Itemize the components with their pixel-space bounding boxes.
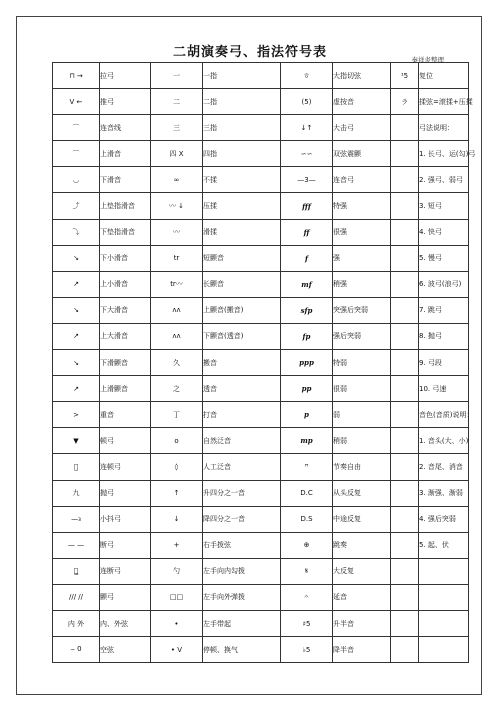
symbol-cell: 四 X <box>151 141 203 167</box>
symbol-cell: 内 外 <box>53 610 100 636</box>
name-cell: 上小滑音 <box>100 271 151 297</box>
name-cell: 颤弓 <box>100 584 151 610</box>
name-cell: 连音线 <box>100 115 151 141</box>
symbol-cell <box>391 297 419 323</box>
name-cell: 2. 音尾、消音 <box>419 454 469 480</box>
symbol-cell: ♭5 <box>281 637 333 663</box>
table-row <box>53 141 469 167</box>
symbol-cell <box>391 376 419 402</box>
table-row <box>53 219 469 245</box>
symbol-cell: ㅎ <box>281 63 333 89</box>
symbol-cell: ↘ <box>53 350 100 376</box>
name-cell: 很弱 <box>333 376 391 402</box>
table-row <box>53 637 469 663</box>
symbol-cell: • <box>151 610 203 636</box>
symbol-cell: ↓↑ <box>281 115 333 141</box>
symbol-cell <box>391 506 419 532</box>
name-cell: 下滑音 <box>100 167 151 193</box>
name-cell: 降半音 <box>333 637 391 663</box>
symbol-cell: (5) <box>281 89 333 115</box>
name-cell: 抛弓 <box>100 480 151 506</box>
symbol-cell: ⊓ → <box>53 63 100 89</box>
name-cell: 自然泛音 <box>203 428 281 454</box>
name-cell: 稍弱 <box>333 428 391 454</box>
table-row <box>53 480 469 506</box>
symbol-cell: ⤴ <box>53 193 100 219</box>
name-cell: 节奏自由 <box>333 454 391 480</box>
symbol-cell: ᴧᴧ <box>151 297 203 323</box>
symbol-cell <box>391 141 419 167</box>
name-cell: 突强后突弱 <box>333 297 391 323</box>
name-cell <box>419 637 469 663</box>
page-title: 二胡演奏弓、指法符号表 <box>172 45 327 60</box>
name-cell: 左手带起 <box>203 610 281 636</box>
name-cell: 3. 短弓 <box>419 193 469 219</box>
name-cell: 揉弦=滚揉+压揉 <box>419 89 469 115</box>
name-cell: 3. 渐强、渐弱 <box>419 480 469 506</box>
name-cell: 推弓 <box>100 89 151 115</box>
name-cell: 上滑颤音 <box>100 376 151 402</box>
symbol-cell: ↘ <box>53 297 100 323</box>
name-cell: 强 <box>333 245 391 271</box>
name-cell: 弱 <box>333 402 391 428</box>
name-cell: 三指 <box>203 115 281 141</box>
symbol-cell: ff <box>281 219 333 245</box>
name-cell: 下垫指滑音 <box>100 219 151 245</box>
symbol-cell: 𝄐 <box>281 584 333 610</box>
symbol-cell: 丁 <box>151 402 203 428</box>
name-cell: 4. 强后突弱 <box>419 506 469 532</box>
table-row <box>53 193 469 219</box>
symbol-cell: ∞ <box>151 167 203 193</box>
symbol-cell <box>391 610 419 636</box>
symbol-cell: —₃ <box>53 506 100 532</box>
name-cell: 5. 起、伏 <box>419 532 469 558</box>
symbol-cell: — — <box>53 532 100 558</box>
name-cell: 搬音 <box>203 350 281 376</box>
symbol-cell: D.S <box>281 506 333 532</box>
symbol-cell: • V <box>151 637 203 663</box>
name-cell: 复位 <box>419 63 469 89</box>
name-cell: 延音 <box>333 584 391 610</box>
name-cell: 二指 <box>203 89 281 115</box>
symbol-cell <box>391 167 419 193</box>
symbol-cell: tr〰 <box>151 271 203 297</box>
symbol-cell: p <box>281 402 333 428</box>
table-row <box>53 167 469 193</box>
symbol-cell: ⌒ <box>53 141 100 167</box>
name-cell: 左手向内勾拨 <box>203 558 281 584</box>
table-row <box>53 115 469 141</box>
name-cell: 长颤音 <box>203 271 281 297</box>
symbol-cell: o <box>151 428 203 454</box>
symbol-cell: ⌒̣ <box>53 454 100 480</box>
name-cell: 空弦 <box>100 637 151 663</box>
name-cell: 5. 慢弓 <box>419 245 469 271</box>
symbol-cell: ↓ <box>151 506 203 532</box>
name-cell: 左手向外弹拨 <box>203 584 281 610</box>
symbol-cell: V ← <box>53 89 100 115</box>
symbol-table <box>52 62 476 663</box>
symbol-cell: ↗ <box>53 376 100 402</box>
name-cell: 1. 长弓、运(勾)弓 <box>419 141 469 167</box>
name-cell: 连顿弓 <box>100 454 151 480</box>
symbol-cell: tr <box>151 245 203 271</box>
table-row <box>53 350 469 376</box>
symbol-cell: 久 <box>151 350 203 376</box>
name-cell: 9. 弓段 <box>419 350 469 376</box>
symbol-cell: ↘ <box>53 245 100 271</box>
symbol-cell <box>391 115 419 141</box>
symbol-cell <box>391 245 419 271</box>
name-cell: 拉弓 <box>100 63 151 89</box>
symbol-cell: ↗ <box>53 323 100 349</box>
name-cell: 虚按音 <box>333 89 391 115</box>
name-cell: 上大滑音 <box>100 323 151 349</box>
name-cell: 连音弓 <box>333 167 391 193</box>
table-row <box>53 297 469 323</box>
symbol-cell: /// // <box>53 584 100 610</box>
symbol-cell <box>391 350 419 376</box>
symbol-cell: mp <box>281 428 333 454</box>
symbol-cell <box>391 193 419 219</box>
symbol-cell <box>391 558 419 584</box>
name-cell: 双弦震颤 <box>333 141 391 167</box>
name-cell: 人工泛音 <box>203 454 281 480</box>
name-cell: 停顿、换气 <box>203 637 281 663</box>
name-cell: 内、外弦 <box>100 610 151 636</box>
name-cell: 升四分之一音 <box>203 480 281 506</box>
symbol-cell: ꟸ <box>281 454 333 480</box>
symbol-cell: ♯5 <box>281 610 333 636</box>
name-cell <box>419 610 469 636</box>
table-row <box>53 402 469 428</box>
symbol-cell: ラ <box>391 89 419 115</box>
name-cell: 弓法说明： <box>419 115 469 141</box>
name-cell: 特强 <box>333 193 391 219</box>
symbol-cell <box>391 219 419 245</box>
symbol-cell: 一 <box>151 63 203 89</box>
name-cell: 四指 <box>203 141 281 167</box>
name-cell: 4. 快弓 <box>419 219 469 245</box>
symbol-cell: mf <box>281 271 333 297</box>
table-row <box>53 376 469 402</box>
symbol-cell: ◡ <box>53 167 100 193</box>
name-cell: 6. 波弓(浪弓) <box>419 271 469 297</box>
symbol-cell <box>391 532 419 558</box>
name-cell: 下大滑音 <box>100 297 151 323</box>
name-cell: 一指 <box>203 63 281 89</box>
table-row <box>53 63 469 89</box>
symbol-cell: ↗ <box>53 271 100 297</box>
name-cell <box>419 558 469 584</box>
name-cell: 升半音 <box>333 610 391 636</box>
symbol-cell: f <box>281 245 333 271</box>
name-cell: 8. 抛弓 <box>419 323 469 349</box>
symbol-cell <box>391 637 419 663</box>
symbol-cell: D.C <box>281 480 333 506</box>
table-row <box>53 506 469 532</box>
symbol-cell: pp <box>281 376 333 402</box>
symbol-cell: > <box>53 402 100 428</box>
name-cell: 上滑音 <box>100 141 151 167</box>
table-row <box>53 245 469 271</box>
name-cell: 下小滑音 <box>100 245 151 271</box>
name-cell: 中途反复 <box>333 506 391 532</box>
symbol-cell: ppp <box>281 350 333 376</box>
symbol-cell: 九 <box>53 480 100 506</box>
symbol-cell: 〰 <box>151 219 203 245</box>
table-row <box>53 532 469 558</box>
table-row <box>53 454 469 480</box>
name-cell: 打音 <box>203 402 281 428</box>
symbol-cell: 之 <box>151 376 203 402</box>
symbol-cell: —3— <box>281 167 333 193</box>
symbol-cell <box>391 584 419 610</box>
table-row <box>53 271 469 297</box>
symbol-cell: ᴧᴧ <box>151 323 203 349</box>
symbol-cell: ⌒ <box>53 115 100 141</box>
symbol-cell <box>391 480 419 506</box>
name-cell: 大反复 <box>333 558 391 584</box>
name-cell: 重音 <box>100 402 151 428</box>
table-row <box>53 558 469 584</box>
symbol-cell: ↑ <box>151 480 203 506</box>
name-cell: 降四分之一音 <box>203 506 281 532</box>
name-cell: 2. 强弓、弱弓 <box>419 167 469 193</box>
name-cell: 小抖弓 <box>100 506 151 532</box>
name-cell: 连断弓 <box>100 558 151 584</box>
name-cell: 音色(音质)说明： <box>419 402 469 428</box>
symbol-cell: ⌢ 0 <box>53 637 100 663</box>
name-cell: 不揉 <box>203 167 281 193</box>
symbol-cell <box>391 271 419 297</box>
author-credit: 秦祥炎整理 <box>411 56 444 64</box>
name-cell: 透音 <box>203 376 281 402</box>
name-cell: 7. 跳弓 <box>419 297 469 323</box>
name-cell: 短颤音 <box>203 245 281 271</box>
name-cell: 1. 音头(大、小) <box>419 428 469 454</box>
name-cell: 强后突弱 <box>333 323 391 349</box>
symbol-cell <box>391 454 419 480</box>
symbol-cell: 三 <box>151 115 203 141</box>
symbol-cell: ⤵ <box>53 219 100 245</box>
name-cell: 跳奏 <box>333 532 391 558</box>
name-cell: 很强 <box>333 219 391 245</box>
symbol-cell: ∽∽ <box>281 141 333 167</box>
table-row <box>53 323 469 349</box>
symbol-cell: ◊ <box>151 454 203 480</box>
symbol-cell: sfp <box>281 297 333 323</box>
symbol-cell <box>391 428 419 454</box>
table-row <box>53 584 469 610</box>
symbol-cell: ⌒̳ <box>53 558 100 584</box>
symbol-cell <box>391 402 419 428</box>
name-cell: 顿弓 <box>100 428 151 454</box>
symbol-cell: ¹5 <box>391 63 419 89</box>
symbol-cell: fp <box>281 323 333 349</box>
symbol-cell: 二 <box>151 89 203 115</box>
symbol-cell: 勺 <box>151 558 203 584</box>
name-cell: 特弱 <box>333 350 391 376</box>
name-cell: 压揉 <box>203 193 281 219</box>
name-cell: 大击弓 <box>333 115 391 141</box>
name-cell: 断弓 <box>100 532 151 558</box>
symbol-cell: 〰 ↓ <box>151 193 203 219</box>
table-row <box>53 89 469 115</box>
name-cell: 稍强 <box>333 271 391 297</box>
name-cell: 上颤音(搬音) <box>203 297 281 323</box>
name-cell: 右手拨弦 <box>203 532 281 558</box>
name-cell: 滑揉 <box>203 219 281 245</box>
symbol-cell: + <box>151 532 203 558</box>
table-row <box>53 428 469 454</box>
symbol-cell: ▼ <box>53 428 100 454</box>
symbol-cell: fff <box>281 193 333 219</box>
name-cell: 下颤音(透音) <box>203 323 281 349</box>
table-row <box>53 610 469 636</box>
name-cell: 10. 弓速 <box>419 376 469 402</box>
name-cell: 从头反复 <box>333 480 391 506</box>
name-cell: 下滑颤音 <box>100 350 151 376</box>
symbol-cell: 𝄋 <box>281 558 333 584</box>
symbol-cell: ⊕ <box>281 532 333 558</box>
name-cell <box>419 584 469 610</box>
symbol-cell <box>391 323 419 349</box>
name-cell: 大指切弦 <box>333 63 391 89</box>
symbol-cell: □□ <box>151 584 203 610</box>
name-cell: 上垫指滑音 <box>100 193 151 219</box>
